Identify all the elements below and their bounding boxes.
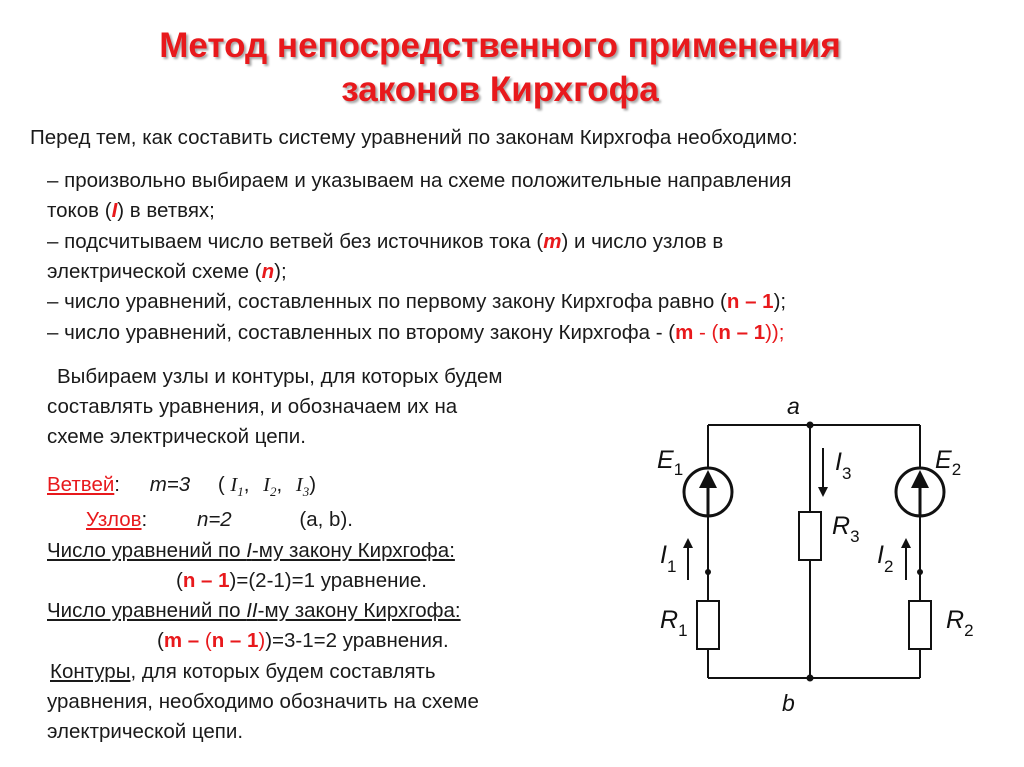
step-1-line-2: токов (I) в ветвях; (47, 199, 215, 222)
resistor-R2-icon (909, 601, 931, 649)
m-value: m=3 (149, 473, 191, 496)
branches-row: Ветвей: m=3 ( $I_1$, $I_2$, $I_3$) (47, 473, 317, 500)
page-title-line1: Метод непосредственного применения (159, 26, 841, 65)
step-1-line-1: – произвольно выбираем и указываем на схеме положительные направления (47, 169, 792, 192)
junction-left-dot (705, 569, 711, 575)
law2-heading: Число уравнений по II-му закону Кирхгофа: (47, 599, 461, 622)
expr-n-minus-1: n – 1 (726, 290, 774, 313)
node-b-dot (807, 675, 814, 682)
law1-heading: Число уравнений по I-му закону Кирхгофа: (47, 539, 455, 562)
R3-label: $R_3$ (832, 512, 860, 546)
nodes-text-line2: составлять уравнения, и обозначаем их на (47, 395, 458, 418)
E1-direction-icon (699, 470, 717, 488)
I2-label: $I_2$ (877, 541, 894, 576)
step-2-line-2: электрической схеме (n); (47, 260, 287, 283)
nodes-row: Узлов: n=2 (a, b). (86, 508, 353, 531)
intro-text: Перед тем, как составить систему уравнений по законам Кирхгофа необходимо: (30, 126, 798, 149)
nodes-label: Узлов (86, 508, 142, 531)
nodes-text-line3: схеме электрической цепи. (47, 425, 306, 448)
E2-label: $E_2$ (935, 446, 962, 479)
contours-label: Контуры (50, 660, 131, 683)
node-a-dot (807, 422, 814, 429)
resistor-R1-icon (697, 601, 719, 649)
I1-label: $I_1$ (660, 541, 677, 576)
contours-line2: уравнения, необходимо обозначить на схеме (47, 690, 479, 713)
nodes-text-line1: Выбираем узлы и контуры, для которых будем (57, 365, 503, 388)
var-m: m (543, 230, 562, 253)
law1-expression: (n – 1)=(2-1)=1 уравнение. (176, 569, 427, 592)
R1-label: $R_1$ (660, 606, 688, 640)
step-4: – число уравнений, составленных по второму закону Кирхгофа - (m - (n – 1)); (47, 321, 785, 344)
step-3: – число уравнений, составленных по первому закону Кирхгофа равно (n – 1); (47, 290, 787, 313)
resistor-R3-icon (799, 512, 821, 560)
var-I: I (111, 199, 118, 222)
nodes-list: (a, b). (299, 508, 353, 531)
page-title-line2: законов Кирхгофа (341, 70, 659, 109)
E1-label: $E_1$ (657, 446, 684, 479)
contours-line1: Контуры, для которых будем составлять (50, 660, 436, 683)
junction-right-dot (917, 569, 923, 575)
E2-direction-icon (911, 470, 929, 488)
var-n: n (261, 260, 275, 283)
n-value: n=2 (196, 508, 232, 531)
R2-label: $R_2$ (946, 606, 974, 640)
contours-line3: электрической цепи. (47, 720, 244, 743)
node-b-label: b (782, 690, 795, 716)
law2-expression: (m – (n – 1))=3-1=2 уравнения. (157, 629, 449, 652)
branches-label: Ветвей (47, 473, 115, 496)
node-a-label: a (787, 393, 800, 419)
I3-label: $I_3$ (835, 448, 852, 483)
step-2-line-1: – подсчитываем число ветвей без источников тока (m) и число узлов в (47, 230, 724, 253)
